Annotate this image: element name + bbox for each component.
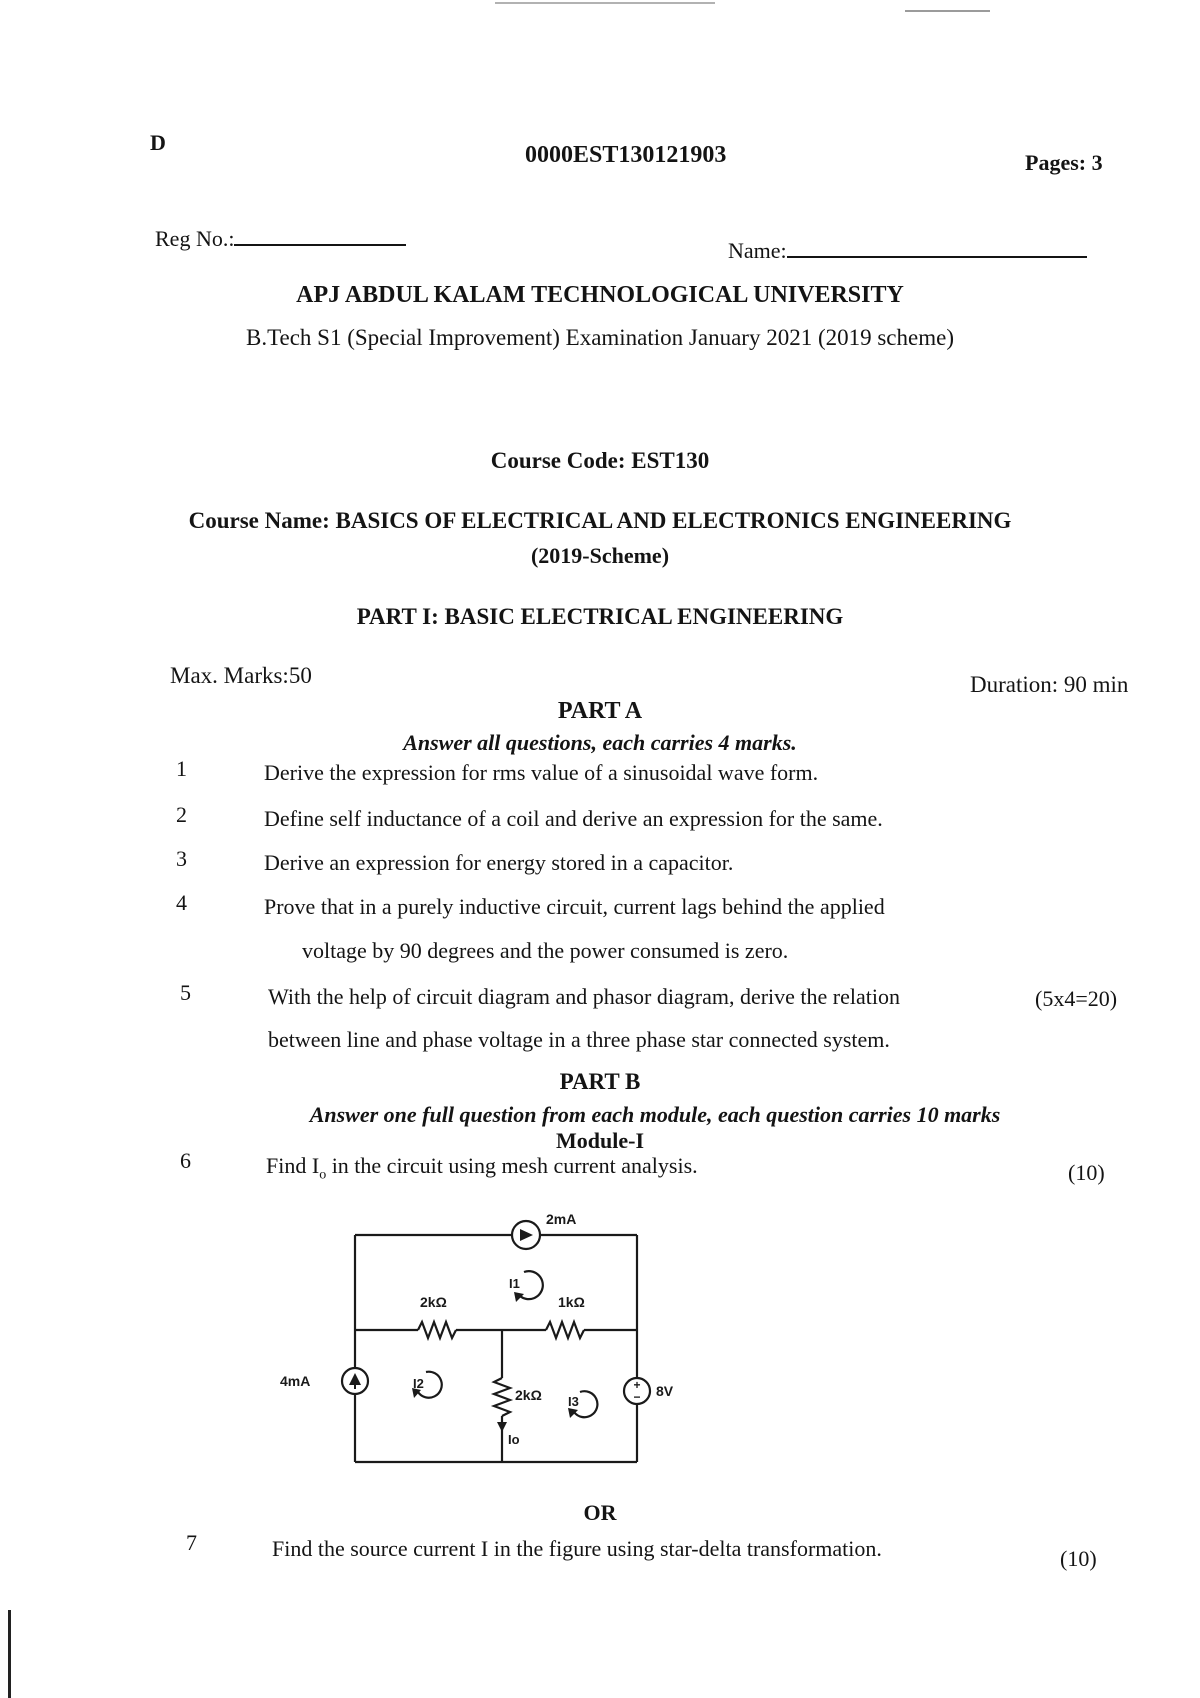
question-text: Define self inductance of a coil and derive an expression for the same. (264, 806, 883, 831)
question-marks: (10) (1068, 1160, 1105, 1185)
label-resistor-middle: 2kΩ (515, 1387, 542, 1403)
name-label: Name: (728, 238, 787, 263)
course-code: Course Code: EST130 (490, 448, 710, 473)
label-resistor-left: 2kΩ (420, 1294, 447, 1310)
question-number: 6 (180, 1148, 191, 1173)
question-number: 3 (176, 846, 187, 871)
source-polarity-plus: + (633, 1378, 641, 1392)
part-b-instruction: Answer one full question from each module, each question carries 10 marks (309, 1102, 1001, 1127)
examination-title: B.Tech S1 (Special Improvement) Examination January 2021 (2019 scheme) (245, 325, 954, 350)
part-a-marks: (5x4=20) (1035, 986, 1118, 1011)
question-text: Find the source current I in the figure using star-delta transformation. (272, 1536, 882, 1561)
mesh-arrow-3 (568, 1408, 578, 1418)
or-separator: OR (583, 1500, 617, 1525)
resistor-middle (494, 1378, 510, 1416)
source-polarity-minus: − (633, 1390, 641, 1404)
label-4ma: 4mA (280, 1373, 311, 1389)
question-text-continued: voltage by 90 degrees and the power consumed is zero. (302, 938, 789, 963)
question-number: 2 (176, 802, 187, 827)
part-a-title: PART A (557, 698, 643, 724)
label-resistor-right: 1kΩ (558, 1294, 585, 1310)
question-text-continued: between line and phase voltage in a three phase star connected system. (268, 1027, 890, 1052)
question-subscript: o (319, 1167, 327, 1183)
question-text: With the help of circuit diagram and phasor diagram, derive the relation (268, 984, 900, 1009)
mesh-loop-1 (520, 1271, 543, 1299)
label-mesh-3: I3 (568, 1394, 579, 1409)
question-number: 7 (186, 1530, 197, 1555)
question-text: Derive the expression for rms value of a sinusoidal wave form. (264, 760, 819, 785)
question-number: 5 (180, 980, 191, 1005)
course-name: Course Name: BASICS OF ELECTRICAL AND ELECTRONICS ENGINEERING (188, 508, 1012, 533)
source-arrow-2ma (520, 1229, 533, 1241)
part-a-instruction: Answer all questions, each carries 4 marks. (403, 730, 797, 755)
part-b-title: PART B (559, 1069, 641, 1094)
label-2ma: 2mA (546, 1211, 577, 1227)
pages-count: Pages: 3 (1025, 150, 1103, 175)
paper-code: 0000EST130121903 (525, 142, 727, 168)
module-title: Module-I (556, 1128, 644, 1153)
question-marks: (10) (1060, 1546, 1097, 1571)
io-arrow (497, 1422, 507, 1432)
label-8v: 8V (656, 1383, 674, 1399)
label-io: Io (508, 1432, 520, 1447)
resistor-right (546, 1322, 584, 1338)
label-mesh-1: I1 (509, 1276, 520, 1291)
reg-no-label: Reg No.: (155, 226, 235, 251)
label-mesh-2: I2 (413, 1376, 424, 1391)
duration: Duration: 90 min (970, 672, 1129, 697)
series-label: D (150, 130, 166, 155)
question-text-end: in the circuit using mesh current analysis. (326, 1153, 698, 1178)
resistor-left (418, 1322, 456, 1338)
question-number: 1 (176, 756, 187, 781)
question-text-start: Find I (266, 1153, 320, 1178)
question-text: Prove that in a purely inductive circuit, current lags behind the applied (264, 894, 885, 919)
question-text: Derive an expression for energy stored in a capacitor. (264, 850, 734, 875)
part-title: PART I: BASIC ELECTRICAL ENGINEERING (356, 604, 844, 629)
university-title: APJ ABDUL KALAM TECHNOLOGICAL UNIVERSITY (296, 282, 904, 308)
max-marks: Max. Marks:50 (170, 663, 312, 688)
question-number: 4 (176, 890, 187, 915)
scheme-label: (2019-Scheme) (530, 543, 670, 568)
